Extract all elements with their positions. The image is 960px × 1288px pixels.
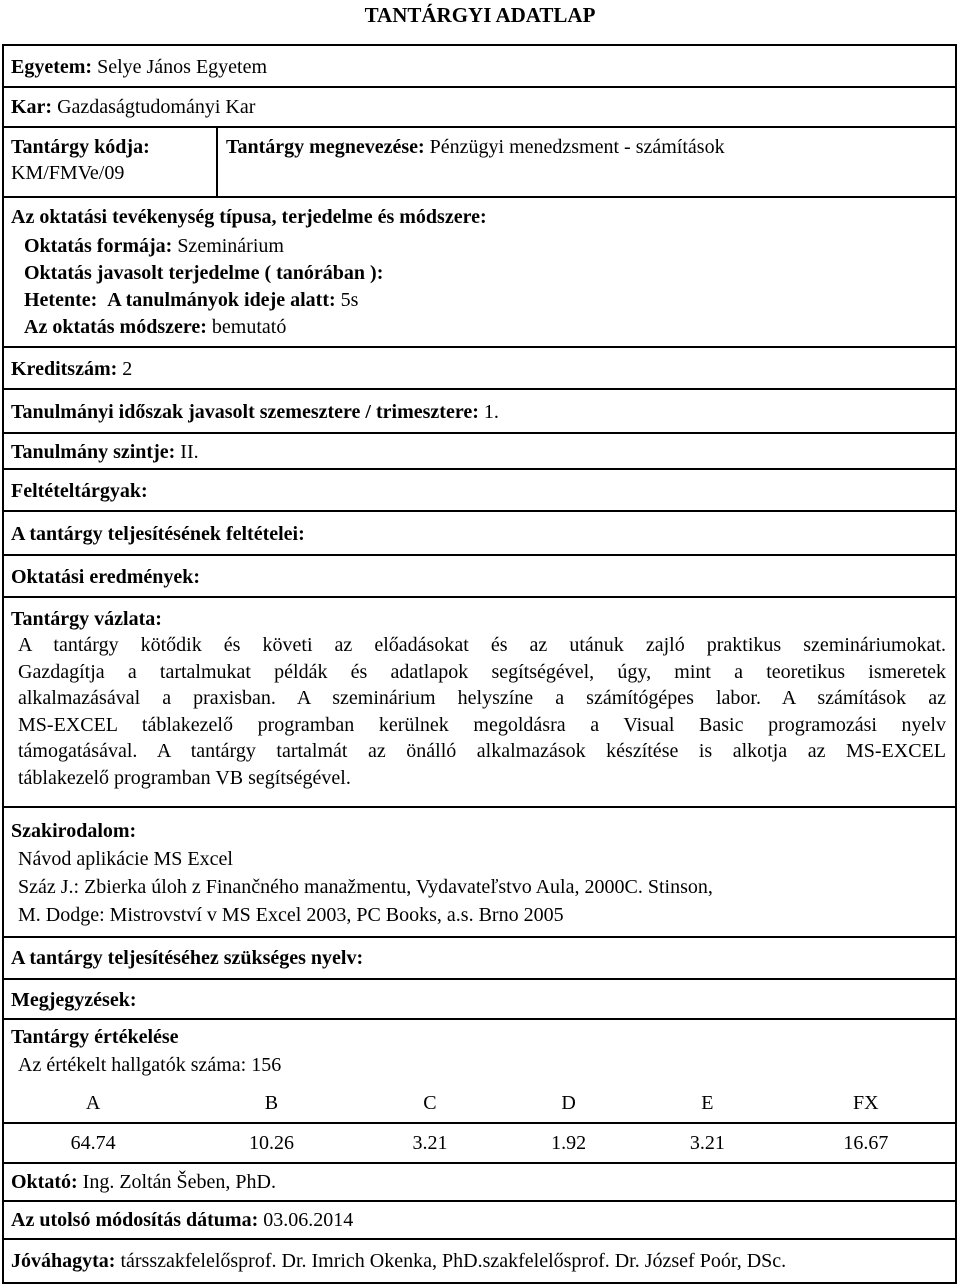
outline-text xyxy=(18,632,946,791)
grade-percentage: 10.26 xyxy=(248,1131,294,1154)
teaching-method-value: bemutató xyxy=(211,316,287,338)
course-id-row xyxy=(4,128,955,198)
notes-label: Megjegyzések: xyxy=(11,989,137,1011)
outline-line: MS-EXCEL táblakezelő programban kerülnek megoldásra a Visual Basic programozási nyelv xyxy=(18,713,946,736)
semester-row xyxy=(4,390,955,434)
outcomes-label: Oktatási eredmények: xyxy=(11,566,201,588)
teaching-heading: Az oktatási tevékenység típusa, terjedelme és módszere: xyxy=(11,206,487,228)
grade-table xyxy=(4,1084,955,1162)
outline-line: Gazdagítja a tartalmukat példák és adatlapok segítségével, úgy, mint a teoretikus ismeretek xyxy=(18,660,946,683)
notes-row xyxy=(4,980,955,1020)
language-label: A tantárgy teljesítéséhez szükséges nyelv: xyxy=(11,947,364,969)
grade-percentage: 3.21 xyxy=(412,1131,448,1154)
grade-header: D xyxy=(499,1084,638,1123)
document-title: TANTÁRGYI ADATLAP xyxy=(364,3,596,27)
faculty-label: Kar: xyxy=(11,96,53,118)
course-code-label: Tantárgy kódja: xyxy=(11,136,150,158)
outline-line: A tantárgy kötődik és követi az előadásokat és az utánuk zajló praktikus szemináriumokat. xyxy=(18,634,946,656)
course-code-cell xyxy=(4,128,218,196)
completion-row xyxy=(4,512,955,556)
credits-label: Kreditszám: xyxy=(11,358,118,380)
completion-label: A tantárgy teljesítésének feltételei: xyxy=(11,523,305,545)
teaching-weekly-label: Hetente: xyxy=(24,289,98,311)
semester-label: Tanulmányi időszak javasolt szemesztere / trimesztere: xyxy=(11,401,479,423)
grade-header: A xyxy=(4,1084,182,1123)
credits-value: 2 xyxy=(122,358,133,380)
outline-line: táblakezelő programban VB segítségével. xyxy=(18,766,351,789)
teaching-period-value: 5s xyxy=(340,289,359,311)
teaching-method-label: Az oktatás módszere: xyxy=(24,316,207,338)
modified-value: 03.06.2014 xyxy=(263,1209,354,1231)
credits-row xyxy=(4,348,955,390)
teaching-extent-label: Oktatás javasolt terjedelme ( tanórában ): xyxy=(24,262,384,284)
grade-percentage: 64.74 xyxy=(70,1131,116,1154)
approved-label: Jóváhagyta: xyxy=(11,1250,116,1272)
grade-header: FX xyxy=(777,1084,955,1123)
grade-header: C xyxy=(361,1084,500,1123)
evaluation-label: Tantárgy értékelése xyxy=(11,1026,179,1048)
literature-item: Návod aplikácie MS Excel xyxy=(18,848,233,870)
teacher-label: Oktató: xyxy=(11,1171,78,1193)
approved-row xyxy=(4,1240,955,1282)
level-row xyxy=(4,434,955,470)
grade-percentage: 16.67 xyxy=(843,1131,889,1154)
grade-header: B xyxy=(182,1084,360,1123)
teaching-form-label: Oktatás formája: xyxy=(24,235,173,257)
course-sheet xyxy=(2,44,957,1284)
prerequisites-label: Feltételtárgyak: xyxy=(11,480,148,502)
grade-header: E xyxy=(638,1084,777,1123)
course-name-label: Tantárgy megnevezése: xyxy=(226,136,425,158)
grade-percentage: 3.21 xyxy=(689,1131,725,1154)
modified-label: Az utolsó módosítás dátuma: xyxy=(11,1209,259,1231)
evaluation-count: Az értékelt hallgatók száma: 156 xyxy=(18,1054,282,1076)
language-row xyxy=(4,938,955,980)
faculty-row xyxy=(4,88,955,128)
level-value: II. xyxy=(180,441,199,463)
outline-line: alkalmazásával a praxisban. A szeminárium helyszíne a számítógépes labor. A számítások az xyxy=(18,687,946,709)
literature-label: Szakirodalom: xyxy=(11,820,137,842)
faculty-value: Gazdaságtudományi Kar xyxy=(57,96,256,118)
teaching-period-label: A tanulmányok ideje alatt: xyxy=(107,289,336,311)
course-name-value: Pénzügyi menedzsment - számítások xyxy=(429,136,725,158)
grade-percentage: 1.92 xyxy=(551,1131,587,1154)
teacher-value: Ing. Zoltán Šeben, PhD. xyxy=(82,1171,276,1193)
university-row xyxy=(4,46,955,88)
outline-label: Tantárgy vázlata: xyxy=(11,608,162,630)
outline-row xyxy=(4,598,955,808)
level-label: Tanulmány szintje: xyxy=(11,441,176,463)
modified-row xyxy=(4,1202,955,1240)
university-value: Selye János Egyetem xyxy=(97,56,268,78)
literature-item: Száz J.: Zbierka úloh z Finančného manažmentu, Vydavateľstvo Aula, 2000C. Stinson, xyxy=(18,876,713,898)
outcomes-row xyxy=(4,556,955,598)
outline-line: támogatásával. A tantárgy tartalmát az önálló alkalmazások készítése is alkotja az MS-EXCEL xyxy=(18,740,946,762)
university-label: Egyetem: xyxy=(11,56,93,78)
teacher-row xyxy=(4,1164,955,1202)
prerequisites-row xyxy=(4,470,955,512)
approved-value: társszakfelelősprof. Dr. Imrich Okenka, PhD.szakfelelősprof. Dr. József Poór, DSc. xyxy=(120,1250,787,1272)
course-code-value: KM/FMVe/09 xyxy=(11,162,125,184)
teaching-form-value: Szeminárium xyxy=(177,235,284,257)
semester-value: 1. xyxy=(483,401,499,423)
teaching-row xyxy=(4,198,955,348)
literature-row xyxy=(4,808,955,938)
evaluation-row xyxy=(4,1020,955,1164)
literature-item: M. Dodge: Mistrovství v MS Excel 2003, PC Books, a.s. Brno 2005 xyxy=(18,904,564,926)
